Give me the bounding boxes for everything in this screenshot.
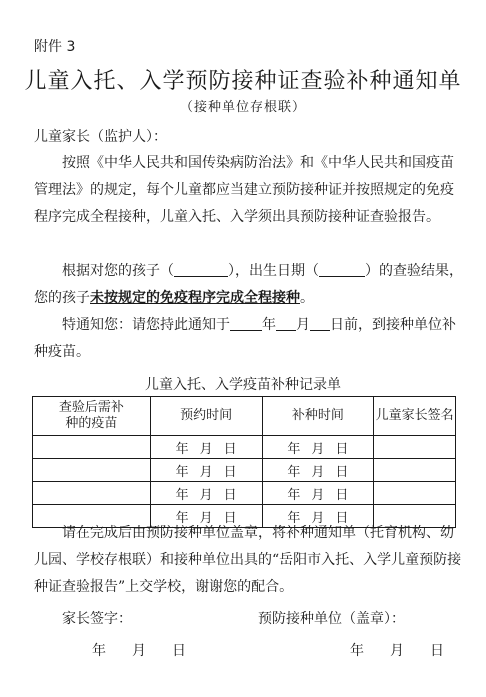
vaccine-record-table	[32, 396, 456, 528]
check-result-text-3: ）的查验结果，您的孩子	[34, 263, 463, 306]
notice-month-label: 月	[296, 317, 310, 333]
unit-seal-label: 预防接种单位（盖章）：	[258, 611, 405, 627]
paragraph-legal-basis: 按照《中华人民共和国传染病防治法》和《中华人民共和国疫苗管理法》的规定，每个儿童都应当建立预防接种证并按照规定的免疫程序完成全程接种，儿童入托、入学须出具预防接种证查验报告。	[34, 155, 454, 225]
appointment-date-cell[interactable]: 年 月 日	[150, 505, 262, 528]
notice-text-1: 特通知您：请您持此通知于	[62, 317, 230, 333]
vaccination-date-cell[interactable]: 年 月 日	[262, 505, 374, 528]
parent-date[interactable]: 年 月 日	[92, 643, 186, 659]
birth-date-blank[interactable]	[319, 262, 365, 277]
paragraph-check-result	[34, 258, 464, 312]
header-parent-signature: 儿童家长签名	[374, 397, 456, 436]
check-result-text-1: 根据对您的孩子（	[62, 263, 174, 279]
check-result-text-2: ），出生日期（	[228, 263, 319, 279]
table-row	[33, 482, 456, 505]
salutation: 儿童家长（监护人）：	[34, 129, 167, 145]
appointment-date-cell[interactable]: 年 月 日	[150, 482, 262, 505]
unit-date[interactable]: 年 月 日	[350, 643, 444, 659]
notice-year-label: 年	[262, 317, 276, 333]
check-result-end: 。	[300, 290, 314, 306]
paragraph-submission: 请在完成后由预防接种单位盖章，将补种通知单（托育机构、幼儿园、学校存根联）和接种单位出具的“岳阳市入托、入学儿童预防接种证查验报告”上交学校，谢谢您的配合。	[34, 525, 462, 595]
vaccine-cell[interactable]	[33, 459, 151, 482]
header-vaccination-time: 补种时间	[262, 397, 374, 436]
vaccination-date-cell[interactable]: 年 月 日	[262, 482, 374, 505]
vaccination-date-cell[interactable]: 年 月 日	[262, 436, 374, 459]
notice-month-blank[interactable]	[276, 316, 296, 331]
table-header-row	[33, 397, 456, 436]
table-row	[33, 436, 456, 459]
appointment-date-cell[interactable]: 年 月 日	[150, 459, 262, 482]
vaccine-cell[interactable]	[33, 482, 151, 505]
signature-cell[interactable]	[374, 436, 456, 459]
check-result-emphasis: 未按规定的免疫程序完成全程接种	[90, 290, 300, 306]
vaccine-cell[interactable]	[33, 436, 151, 459]
attachment-label: 附件 3	[34, 39, 76, 55]
appointment-date-cell[interactable]: 年 月 日	[150, 436, 262, 459]
vaccination-date-cell[interactable]: 年 月 日	[262, 459, 374, 482]
notice-year-blank[interactable]	[230, 316, 262, 331]
table-caption: 儿童入托、入学疫苗补种记录单	[145, 377, 341, 393]
child-name-blank[interactable]	[174, 262, 228, 277]
header-vaccine: 查验后需补种的疫苗	[33, 397, 151, 436]
page-subtitle: （接种单位存根联）	[179, 100, 306, 115]
signature-cell[interactable]	[374, 482, 456, 505]
table-row	[33, 459, 456, 482]
signature-cell[interactable]	[374, 459, 456, 482]
paragraph-notice	[34, 312, 464, 366]
header-appointment-time: 预约时间	[150, 397, 262, 436]
notice-day-blank[interactable]	[310, 316, 330, 331]
page-title: 儿童入托、入学预防接种证查验补种通知单	[24, 69, 462, 94]
notice-text-2: 日前，到接种单位补种疫苗。	[34, 317, 456, 360]
parent-signature-label: 家长签字：	[62, 611, 132, 627]
